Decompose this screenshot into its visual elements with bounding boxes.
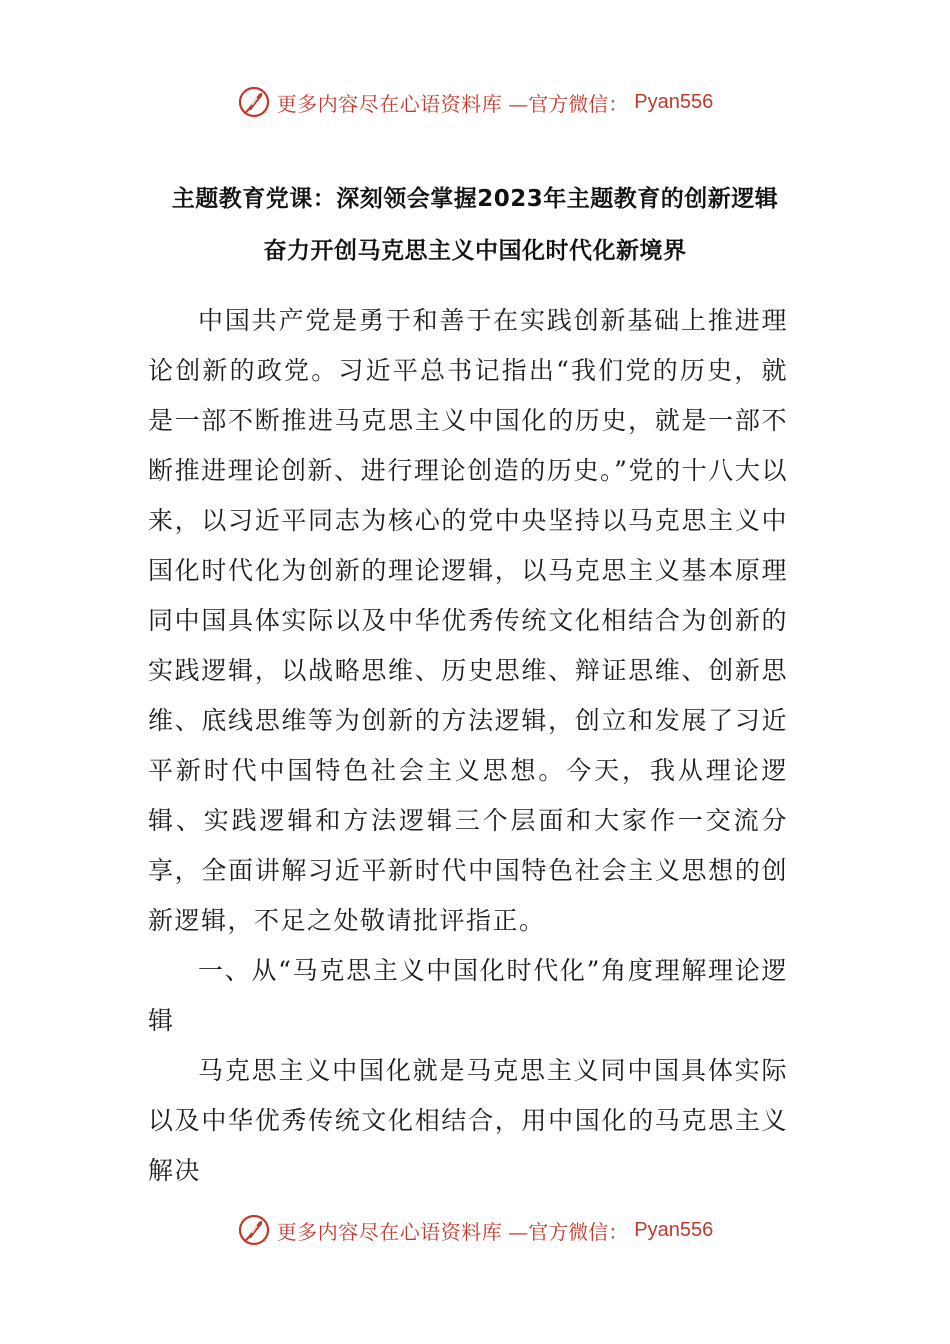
banner-wechat-handle: Pyan556: [634, 1218, 714, 1241]
document-body: [148, 296, 788, 1196]
body-paragraph-intro: 中国共产党是勇于和善于在实践创新基础上推进理论创新的政党。习近平总书记指出“我们党的历史，就是一部不断推进马克思主义中国化的历史，就是一部不断推进理论创新、进行理论创造的历史。”党的十八大以来，以习近平同志为核心的党中央坚持以马克思主义中国化时代化为创新的理论逻辑，以马克思主义基本原理同中国具体实际以及中华优秀传统文化相结合为创新的实践逻辑，以战略思维、历史思维、辩证思维、创新思维、底线思维等为创新的方法逻辑，创立和发展了习近平新时代中国特色社会主义思想。今天，我从理论逻辑、实践逻辑和方法逻辑三个层面和大家作一交流分享，全面讲解习近平新时代中国特色社会主义思想的创新逻辑，不足之处敬请批评指正。: [148, 306, 788, 935]
quill-pen-logo-icon: [237, 1213, 271, 1247]
banner-wechat-label: —官方微信：: [508, 91, 629, 116]
footer-watermark-banner: [0, 1208, 950, 1252]
banner-wechat-handle: Pyan556: [634, 90, 714, 113]
quill-pen-logo-icon: [237, 85, 271, 119]
banner-site-name: 更多内容尽在心语资料库: [276, 91, 503, 116]
banner-site-name: 更多内容尽在心语资料库: [276, 1219, 503, 1244]
document-title-line-2: 奋力开创马克思主义中国化时代化新境界: [263, 238, 687, 264]
body-paragraph-section-1: 马克思主义中国化就是马克思主义同中国具体实际以及中华优秀传统文化相结合，用中国化的马克思主义解决: [148, 1056, 788, 1185]
header-watermark-banner: [0, 80, 950, 124]
document-title-line-1: 主题教育党课：深刻领会掌握2023年主题教育的创新逻辑: [171, 186, 779, 212]
section-heading-1: 一、从“马克思主义中国化时代化”角度理解理论逻辑: [148, 956, 788, 1035]
banner-wechat-label: —官方微信：: [508, 1219, 629, 1244]
